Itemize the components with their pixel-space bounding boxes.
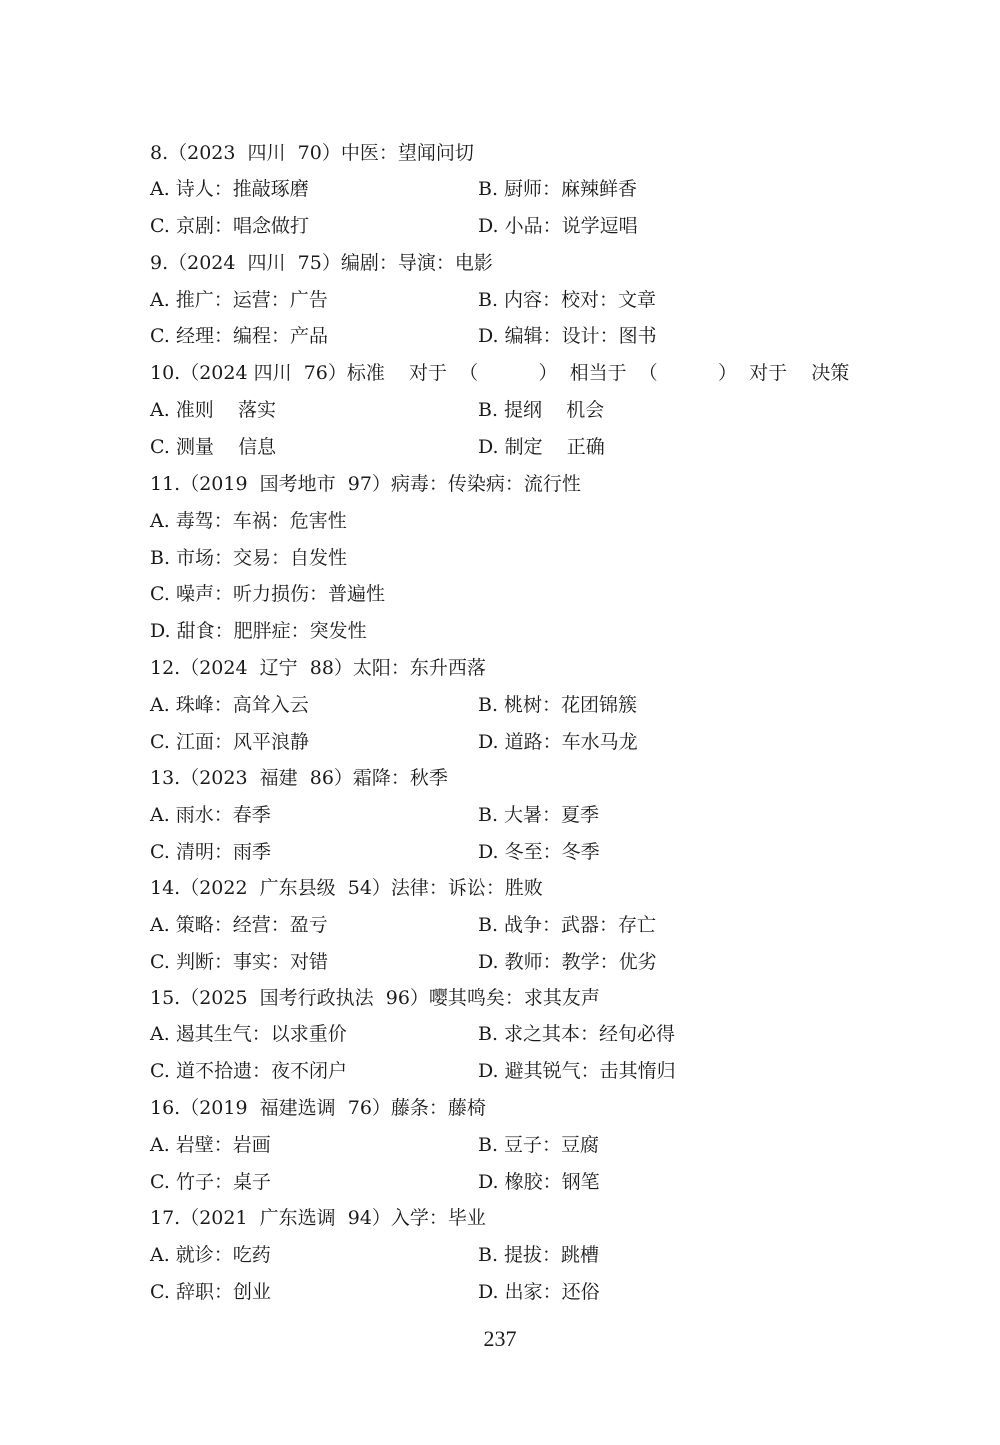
option-b: B. 桃树：花团锦簇 <box>478 694 638 716</box>
option-c: C. 道不拾遗：夜不闭户 <box>150 1060 347 1082</box>
option-d: D. 道路：车水马龙 <box>478 731 638 753</box>
option-d: D. 橡胶：钢笔 <box>478 1171 600 1193</box>
option-c: C. 测量 信息 <box>150 436 277 458</box>
option-c: C. 辞职：创业 <box>150 1281 271 1303</box>
question-stem: 9.（2024 四川 75）编剧：导演：电影 <box>150 252 493 274</box>
option-d: D. 小品：说学逗唱 <box>478 215 638 237</box>
option-a: A. 准则 落实 <box>150 399 276 421</box>
option-b: B. 市场：交易：自发性 <box>150 547 348 569</box>
option-a: A. 就诊：吃药 <box>150 1244 271 1266</box>
option-c: C. 判断：事实：对错 <box>150 951 328 973</box>
question-stem: 13.（2023 福建 86）霜降：秋季 <box>150 767 448 789</box>
question-stem: 15.（2025 国考行政执法 96）嘤其鸣矣：求其友声 <box>150 987 600 1009</box>
option-b: B. 厨师：麻辣鲜香 <box>478 178 638 200</box>
question-stem: 12.（2024 辽宁 88）太阳：东升西落 <box>150 657 486 679</box>
option-c: C. 竹子：桌子 <box>150 1171 271 1193</box>
option-c: C. 江面：风平浪静 <box>150 731 309 753</box>
option-c: C. 噪声：听力损伤：普遍性 <box>150 583 385 605</box>
option-b: B. 战争：武器：存亡 <box>478 914 657 936</box>
option-d: D. 甜食：肥胖症：突发性 <box>150 620 367 642</box>
option-c: C. 经理：编程：产品 <box>150 325 328 347</box>
option-a: A. 珠峰：高耸入云 <box>150 694 309 716</box>
page-number: 237 <box>483 1326 517 1351</box>
option-d: D. 避其锐气：击其惰归 <box>478 1060 676 1082</box>
option-c: C. 京剧：唱念做打 <box>150 215 309 237</box>
option-a: A. 毒驾：车祸：危害性 <box>150 510 347 532</box>
option-a: A. 岩壁：岩画 <box>150 1134 271 1156</box>
option-a: A. 推广：运营：广告 <box>150 289 328 311</box>
option-b: B. 内容：校对：文章 <box>478 289 657 311</box>
option-b: B. 大暑：夏季 <box>478 804 600 826</box>
question-stem: 14.（2022 广东县级 54）法律：诉讼：胜败 <box>150 877 543 899</box>
option-b: B. 提拔：跳槽 <box>478 1244 600 1266</box>
question-stem: 16.（2019 福建选调 76）藤条：藤椅 <box>150 1097 486 1119</box>
option-d: D. 教师：教学：优劣 <box>478 951 657 973</box>
option-b: B. 豆子：豆腐 <box>478 1134 600 1156</box>
question-stem: 11.（2019 国考地市 97）病毒：传染病：流行性 <box>150 473 581 495</box>
option-b: B. 提纲 机会 <box>478 399 605 421</box>
option-d: D. 编辑：设计：图书 <box>478 325 657 347</box>
option-a: A. 雨水：春季 <box>150 804 271 826</box>
option-d: D. 出家：还俗 <box>478 1281 600 1303</box>
question-stem: 8.（2023 四川 70）中医：望闻问切 <box>150 142 474 164</box>
question-stem: 17.（2021 广东选调 94）入学：毕业 <box>150 1207 486 1229</box>
option-d: D. 冬至：冬季 <box>478 841 600 863</box>
option-b: B. 求之其本：经旬必得 <box>478 1023 676 1045</box>
question-stem: 10.（2024 四川 76）标准 对于 （ ） 相当于 （ ） 对于 决策 <box>150 362 850 384</box>
option-a: A. 策略：经营：盈亏 <box>150 914 328 936</box>
option-a: A. 诗人：推敲琢磨 <box>150 178 309 200</box>
option-c: C. 清明：雨季 <box>150 841 271 863</box>
option-d: D. 制定 正确 <box>478 436 605 458</box>
option-a: A. 遏其生气：以求重价 <box>150 1023 347 1045</box>
